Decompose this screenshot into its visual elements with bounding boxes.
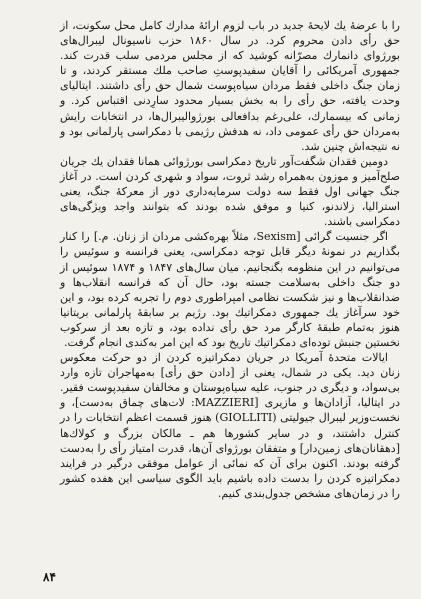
paragraph-3: اگر جنسیت گرائی [Sexism، مثلاً بهره‌كشی مردان از زنان. م.] را كنار بگذاریم در نمونهٔ دیگر قابل توجه دمكراسی، یعنی فرانسه و سوئیس را می‌توانیم در این منظومه بگنجانیم. میان سال‌های ۱۸۴۷ و ۱۸۷۴ سوئیس از دو جنگ داخلی به‌سلامت جسته بود، حال آن كه فرانسه انقلاب‌ها و ضدانقلاب‌ها و نیز شكست نظامی امپراطوری دوم را تجربه كرده بود، و این خود سرآغاز یك جمهوری دمكراتیك بود. رژیم بر سابقهٔ پارلمانی بریتانیا هنوز به‌تمام طبقهٔ كارگر مرد حق رأی نداده بود، و تازه بعد از سركوب نخستین جنبش توده‌ای دمكراتیك تاریخ بود كه این امر به‌كندی انجام گرفت.: [60, 230, 401, 349]
paragraph-4: ایالات متحدهٔ آمریكا در جریان دمكراتیزه كردن از دو حركت معكوس زنان دید. یكی در شمال، یعنی از [دادن حق رأی] به‌مهاجران تازه وارد بی‌سواد، و دیگری در جنوب، علیه سیاه‌پوستان و مخالفان سفیدپوست فقیر. در ایتالیا، آزادان‌ها و مازیری [MAZZIERI: لات‌های چماق به‌دست]، و نخست‌وزیر لیبرال جیولیتی (GIOLLITI) هنوز قسمت اعظم انتخابات را در كنترل داشتند، و در سایر كشورها هم ـ مالكان بزرگ و كولاك‌ها [دهقانان‌های زمین‌دار] و متفقان بورژوای آن‌ها، قدرت امتیاز رأی را به‌دست گرفته بودند. اكنون برای آن كه نمائی از عوامل موفقی درگیر در فرایند دمكراتیزه كردن را بدست داده باشیم باید الگوی سیاسی این هفده كشور را در زمان‌های مشخص جدول‌بندی كنیم.: [60, 351, 400, 500]
body-text: [60, 18, 400, 501]
paragraph-1: را با عرضهٔ یك لایحهٔ جدید در باب لزوم ارائهٔ مدارك كامل محل سكونت، از حق رأی دادن محروم كرد. در سال ۱۸۶۰ حزب ناسیونال لیبرال‌های بورژوای دانمارك مصرّانه كوشید كه از مجلس مردمی سلب قدرت كند. جمهوری آمریكائی را آقایان سفیدپوستِ صاحب ملك مستقر كردند، و تا زمان جنگ داخلی فقط مردان سیاه‌پوست شمال حق رأی داشتند. ایتالیای وحدت یافته، حق رأی را به بخش بسیار محدود سارِدنی اقتباس كرد. و زمانی كه بیسمارك، علی‌رغم بدافعالی بورژوالیبرال‌ها، در انتخابات رایش به‌مردان حق رأی عمومی داد، نه هدفش رژیمی با دمكراسی پارلمانی بود و نه نتیجه‌اش چنین شد.: [60, 19, 401, 153]
paragraph-2: دومین فقدان شگفت‌آور تاریخ دمكراسی بورژوائی همانا فقدان یك جریان صلح‌آمیز و موزون به‌همراه رشد ثروت، سواد و شهری كردن است. در آغاز جنگ جهانی اول فقط سه دولت سرمایه‌داری دور از معركهٔ جنگ، یعنی استرالیا، زلاندنو، كنیا و موفق شده بودند كه بتوانند واجد ویژگی‌های دمكراسی باشند.: [60, 154, 400, 229]
page-number: ۸۴: [43, 570, 56, 584]
